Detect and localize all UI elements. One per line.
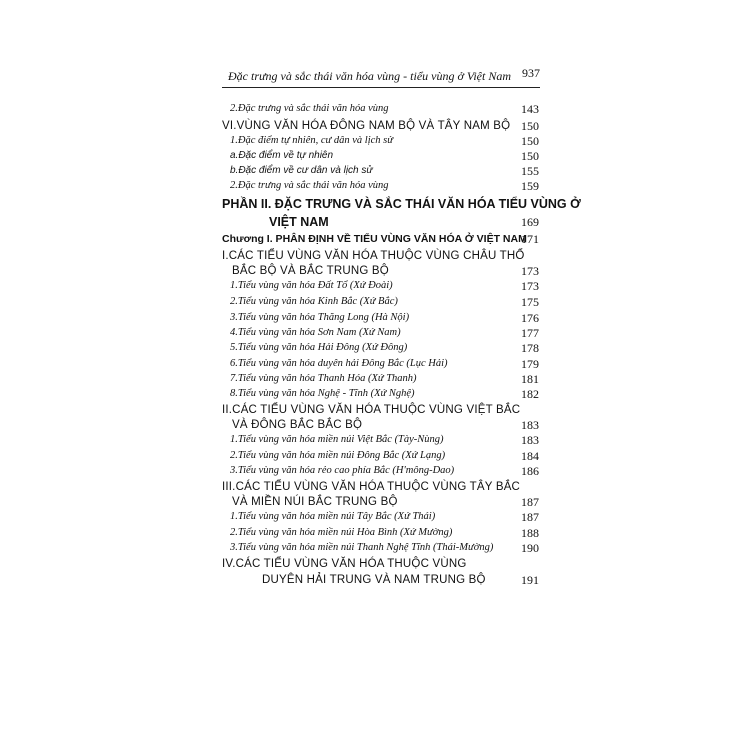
toc-entry-page: 173 xyxy=(521,279,539,293)
toc-entry-text: 4.Tiểu vùng văn hóa Sơn Nam (Xứ Nam) xyxy=(230,327,401,338)
toc-entry-page: 187 xyxy=(521,495,539,509)
toc-entry xyxy=(0,340,750,356)
toc-entry xyxy=(0,178,750,194)
toc-entry xyxy=(0,432,750,448)
toc-entry-page: 150 xyxy=(521,119,539,133)
toc-entry-text: IV.CÁC TIỂU VÙNG VĂN HÓA THUỘC VÙNG xyxy=(222,558,467,570)
toc-entry-text: 1.Tiểu vùng văn hóa miền núi Việt Bắc (Tày-Nùng) xyxy=(230,434,444,445)
toc-entry-page: 169 xyxy=(521,215,539,229)
toc-entry-page: 171 xyxy=(521,232,539,246)
toc-entry-page: 183 xyxy=(521,418,539,432)
toc-entry-page: 191 xyxy=(521,573,539,587)
toc-entry xyxy=(0,463,750,479)
toc-entry-text: b.Đặc điểm về cư dân và lịch sử xyxy=(230,165,373,176)
toc-entry-page: 190 xyxy=(521,541,539,555)
toc-entry-text: 2.Tiểu vùng văn hóa miền núi Đông Bắc (Xứ Lạng) xyxy=(230,450,446,461)
toc-entry-text: 3.Tiểu vùng văn hóa miền núi Thanh Nghệ Tĩnh (Thái-Mường) xyxy=(230,542,494,553)
toc-entry-page: 150 xyxy=(521,134,539,148)
toc-entry-text: 1.Tiểu vùng văn hóa miền núi Tây Bắc (Xứ Thái) xyxy=(230,511,436,522)
toc-entry xyxy=(0,163,750,179)
toc-entry-page: 143 xyxy=(521,102,539,116)
toc-entry-text: 2.Tiểu vùng văn hóa miền núi Hòa Bình (Xứ Mường) xyxy=(230,527,453,538)
toc-entry xyxy=(0,278,750,294)
toc-entry xyxy=(0,133,750,149)
toc-entry-page: 188 xyxy=(521,526,539,540)
toc-entry xyxy=(0,540,750,556)
toc-entry xyxy=(0,118,750,134)
toc-entry-page: 176 xyxy=(521,311,539,325)
toc-entry-text: 5.Tiểu vùng văn hóa Hải Đông (Xứ Đông) xyxy=(230,342,408,353)
toc-section-heading xyxy=(0,556,750,572)
toc-entry-text: 1.Đặc điểm tự nhiên, cư dân và lịch sử xyxy=(230,135,393,146)
toc-entry-page: 183 xyxy=(521,433,539,447)
toc-entry-text: 3.Tiểu vùng văn hóa rẻo cao phía Bắc (H'mông-Dao) xyxy=(230,465,455,476)
toc-entry-text: II.CÁC TIỂU VÙNG VĂN HÓA THUỘC VÙNG VIỆT BẮC xyxy=(222,404,521,416)
toc-entry-text: a.Đặc điểm về tự nhiên xyxy=(230,150,334,161)
toc-section-heading xyxy=(0,402,750,418)
running-header-page-number: 937 xyxy=(522,66,540,80)
toc-entry-text: BẮC BỘ VÀ BẮC TRUNG BỘ xyxy=(232,265,389,277)
toc-entry xyxy=(0,386,750,402)
toc-entry xyxy=(0,417,750,433)
toc-section-heading xyxy=(0,479,750,495)
toc-entry xyxy=(0,356,750,372)
toc-entry xyxy=(0,310,750,326)
toc-entry-page: 178 xyxy=(521,341,539,355)
toc-entry xyxy=(0,525,750,541)
toc-entry-text: III.CÁC TIỂU VÙNG VĂN HÓA THUỘC VÙNG TÂY BẮC xyxy=(222,481,521,493)
toc-entry-text: 2.Đặc trưng và sắc thái văn hóa vùng xyxy=(230,103,389,114)
toc-entry-text: VÀ ĐÔNG BẮC BẮC BỘ xyxy=(232,419,363,431)
toc-entry-text: 7.Tiểu vùng văn hóa Thanh Hóa (Xứ Thanh) xyxy=(230,373,417,384)
toc-entry xyxy=(0,263,750,279)
toc-entry xyxy=(0,294,750,310)
toc-entry-page: 175 xyxy=(521,295,539,309)
toc-entry-page: 186 xyxy=(521,464,539,478)
toc-entry-text: 2.Tiểu vùng văn hóa Kinh Bắc (Xứ Bắc) xyxy=(230,296,398,307)
toc-entry-page: 179 xyxy=(521,357,539,371)
toc-chapter-heading xyxy=(0,231,750,247)
toc-entry xyxy=(0,494,750,510)
toc-entry-text: 2.Đặc trưng và sắc thái văn hóa vùng xyxy=(230,180,389,191)
toc-entry-page: 187 xyxy=(521,510,539,524)
toc-entry-text: 1.Tiểu vùng văn hóa Đất Tổ (Xứ Đoài) xyxy=(230,280,393,291)
toc-part-heading xyxy=(0,196,750,212)
toc-entry-text: 3.Tiểu vùng văn hóa Thăng Long (Hà Nội) xyxy=(230,312,410,323)
toc-section-heading xyxy=(0,248,750,264)
toc-entry xyxy=(0,371,750,387)
running-header-title: Đặc trưng và sắc thái văn hóa vùng - tiểu vùng ở Việt Nam xyxy=(228,69,512,83)
toc-entry-page: 173 xyxy=(521,264,539,278)
toc-entry xyxy=(0,448,750,464)
toc-entry xyxy=(0,325,750,341)
toc-entry-text: Chương I. PHÂN ĐỊNH VỀ TIỂU VÙNG VĂN HÓA Ở VIỆT NAM xyxy=(222,233,527,245)
toc-entry-text: VIỆT NAM xyxy=(269,215,329,229)
toc-entry-text: I.CÁC TIỂU VÙNG VĂN HÓA THUỘC VÙNG CHÂU THỔ xyxy=(222,250,525,262)
toc-entry xyxy=(0,214,750,230)
toc-entry-page: 155 xyxy=(521,164,539,178)
toc-entry xyxy=(0,509,750,525)
toc-entry-page: 184 xyxy=(521,449,539,463)
toc-entry xyxy=(0,148,750,164)
header-divider xyxy=(222,87,540,88)
toc-entry-text: 6.Tiểu vùng văn hóa duyên hải Đông Bắc (Lục Hải) xyxy=(230,358,448,369)
toc-entry-text: VÀ MIỀN NÚI BẮC TRUNG BỘ xyxy=(232,496,398,508)
toc-entry-text: PHẦN II. ĐẶC TRƯNG VÀ SẮC THÁI VĂN HÓA TIỂU VÙNG Ở xyxy=(222,197,581,211)
toc-entry-text: DUYÊN HẢI TRUNG VÀ NAM TRUNG BỘ xyxy=(262,574,486,586)
toc-entry-text: 8.Tiểu vùng văn hóa Nghệ - Tĩnh (Xứ Nghệ) xyxy=(230,388,415,399)
toc-entry-page: 150 xyxy=(521,149,539,163)
toc-entry-page: 159 xyxy=(521,179,539,193)
toc-entry-page: 177 xyxy=(521,326,539,340)
toc-entry-page: 182 xyxy=(521,387,539,401)
toc-entry xyxy=(0,572,750,588)
toc-entry xyxy=(0,101,750,117)
toc-entry-page: 181 xyxy=(521,372,539,386)
toc-entry-text: VI.VÙNG VĂN HÓA ĐÔNG NAM BỘ VÀ TÂY NAM BỘ xyxy=(222,120,511,132)
